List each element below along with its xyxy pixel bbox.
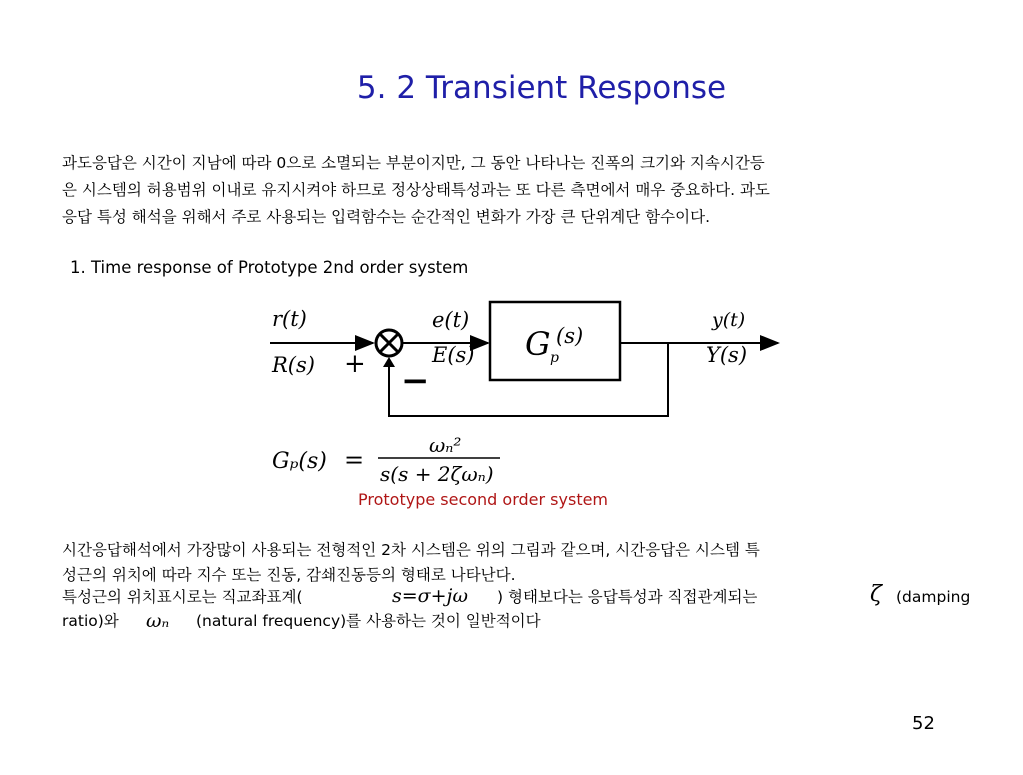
body-line-2: 성근의 위치에 따라 지수 또는 진동, 감쇄진동등의 형태로 나타난다.	[62, 566, 516, 584]
output-laplace-label: Y(s)	[706, 343, 748, 367]
diagram-caption: Prototype second order system	[358, 490, 609, 509]
intro-line-2: 은 시스템의 허용범위 이내로 유지시켜야 하므로 정상상태특성과는 또 다른 측면에서 매우 중요하다. 과도	[62, 181, 770, 199]
minus-sign: −	[401, 361, 430, 401]
omega-n-symbol: ωₙ	[146, 610, 170, 632]
body-line-3-a: 특성근의 위치표시로는 직교좌표계(	[62, 588, 303, 606]
intro-line-1: 과도응답은 시간이 지남에 따라 0으로 소멸되는 부분이지만, 그 동안 나타나는 진폭의 크기와 지속시간등	[62, 154, 765, 172]
transfer-function-equation	[272, 433, 500, 486]
equation-equals: =	[344, 446, 365, 474]
plant-subscript: p	[550, 350, 559, 366]
intro-line-3: 응답 특성 해석을 위해서 주로 사용되는 입력함수는 순간적인 변화가 가장 큰 단위계단 함수이다.	[62, 208, 711, 226]
slide-title: 5. 2 Transient Response	[356, 70, 727, 106]
zeta-symbol: ζ	[870, 582, 882, 607]
plant-argument: (s)	[556, 324, 584, 348]
output-time-label: y(t)	[712, 309, 746, 331]
summing-junction	[376, 330, 402, 356]
page-number: 52	[912, 713, 935, 734]
input-time-label: r(t)	[272, 307, 307, 331]
rectangular-coordinate-formula: s=σ+jω	[392, 585, 468, 607]
body-line-1: 시간응답해석에서 가장많이 사용되는 전형적인 2차 시스템은 위의 그림과 같으며, 시간응답은 시스템 특	[62, 541, 760, 559]
body-line-3-c: (damping	[896, 588, 971, 606]
feedback-arrowhead	[383, 357, 395, 367]
equation-numerator: ωₙ²	[429, 433, 462, 457]
equation-lhs: Gₚ(s)	[272, 449, 327, 474]
equation-denominator: s(s + 2ζωₙ)	[380, 462, 494, 486]
body-line-4-b: (natural frequency)를 사용하는 것이 일반적이다	[196, 612, 541, 630]
plus-sign: +	[344, 349, 366, 379]
error-time-label: e(t)	[432, 308, 470, 332]
input-laplace-label: R(s)	[272, 353, 315, 377]
error-laplace-label: E(s)	[432, 343, 475, 367]
plant-symbol: G	[525, 325, 551, 363]
section-heading: 1. Time response of Prototype 2nd order system	[70, 258, 469, 277]
body-line-3-b: ) 형태보다는 응답특성과 직접관계되는	[497, 588, 758, 606]
body-line-4-a: ratio)와	[62, 612, 119, 630]
plant-block	[490, 302, 620, 380]
